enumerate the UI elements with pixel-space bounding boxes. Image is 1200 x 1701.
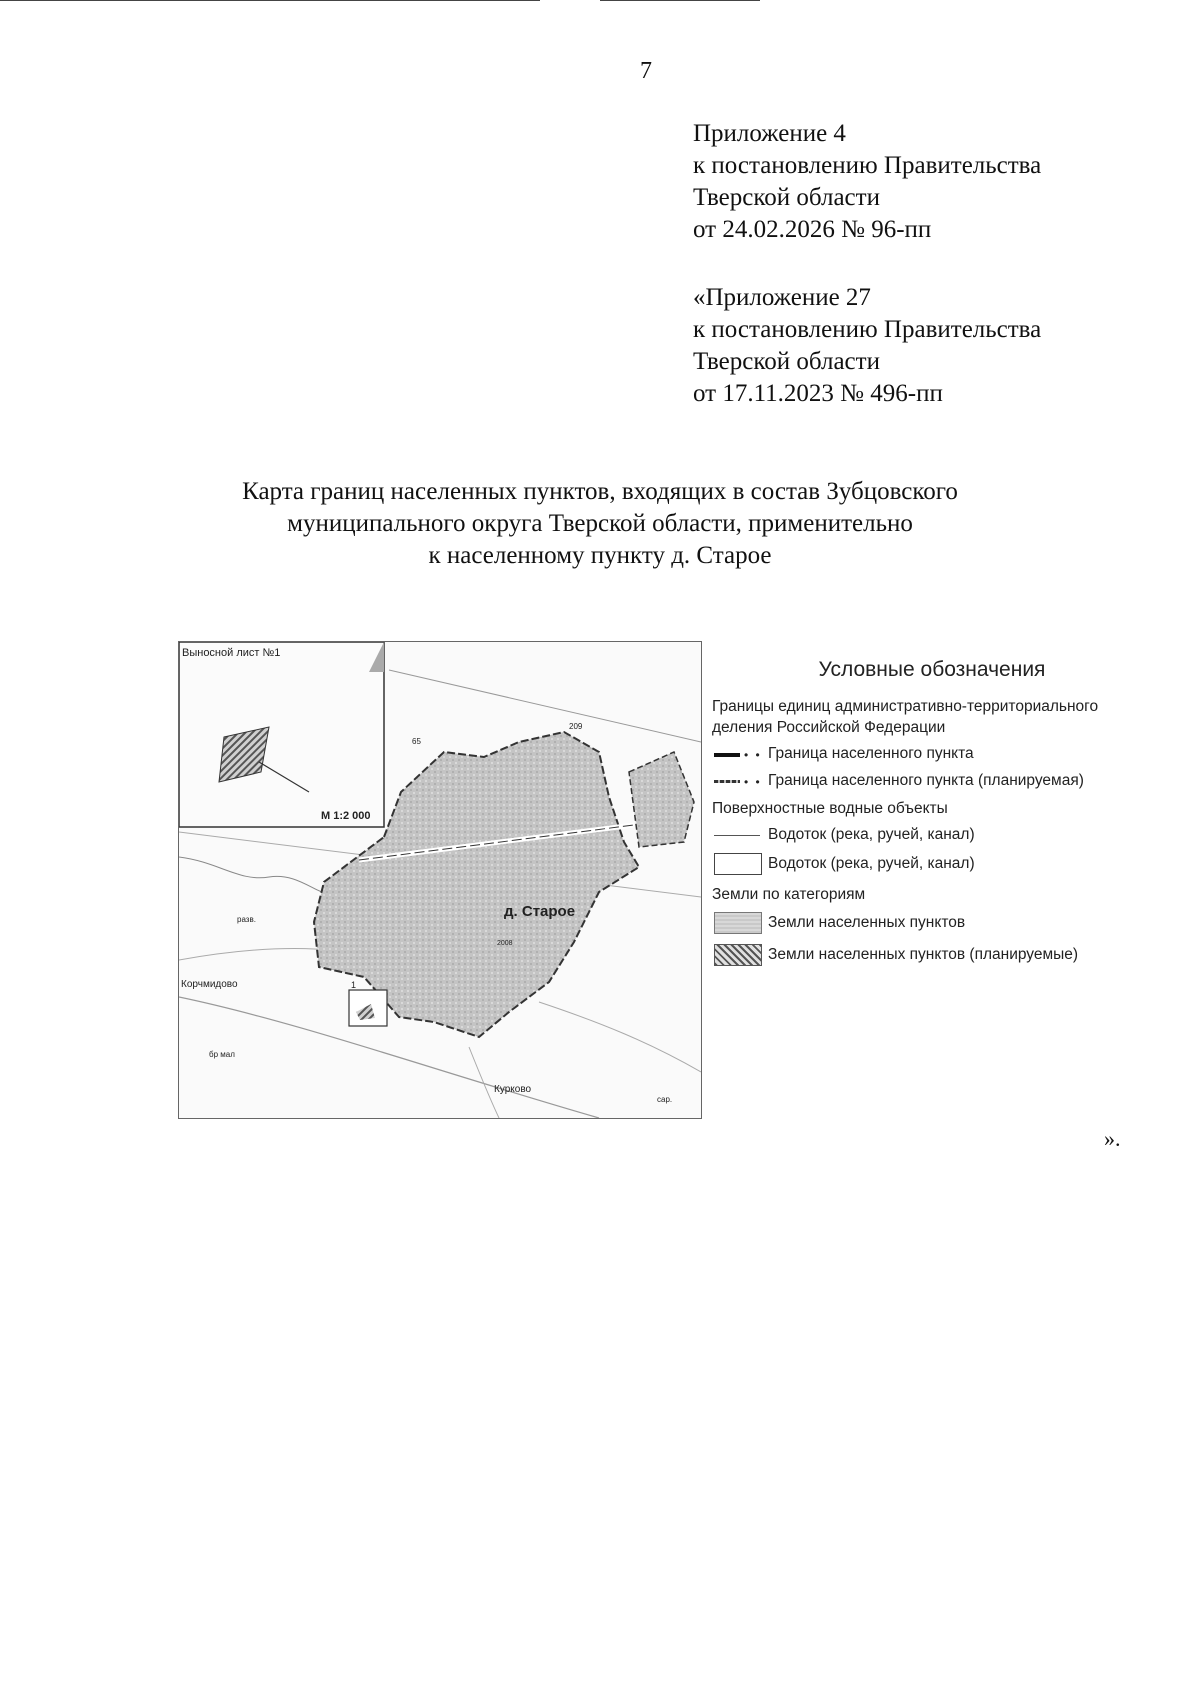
appendix-line: Приложение 4 bbox=[693, 120, 846, 147]
place-label: Корчмидово bbox=[181, 979, 238, 990]
settlement-map bbox=[178, 641, 702, 1119]
title-line: муниципального округа Тверской области, применительно bbox=[287, 510, 913, 537]
legend-label: Водоток (река, ручей, канал) bbox=[768, 855, 975, 872]
legend-title: Условные обозначения bbox=[818, 658, 1046, 681]
inset-sheet bbox=[179, 642, 384, 827]
appendix-line: Тверской области bbox=[693, 184, 880, 211]
legend-item-boundary-planned bbox=[712, 767, 1152, 794]
empty-box-icon bbox=[712, 853, 762, 875]
top-edge-line-right bbox=[600, 0, 760, 1]
legend-label: Земли населенных пунктов (планируемые) bbox=[768, 946, 1079, 963]
place-label: бр мал bbox=[209, 1050, 235, 1059]
closing-quote: ». bbox=[1104, 1126, 1121, 1151]
appendix-original-header bbox=[693, 282, 1041, 410]
grey-fill-icon bbox=[712, 912, 762, 934]
place-label: 65 bbox=[412, 737, 421, 746]
place-label: 2008 bbox=[497, 940, 513, 947]
settlement-label: д. Старое bbox=[504, 903, 576, 920]
page-number: 7 bbox=[640, 58, 652, 84]
inset-scale: М 1:2 000 bbox=[321, 810, 371, 822]
road-line bbox=[469, 1047, 499, 1118]
appendix-line: от 24.02.2026 № 96-пп bbox=[693, 216, 932, 243]
thin-line-icon bbox=[712, 824, 762, 846]
top-edge-line bbox=[0, 0, 540, 1]
legend-group-admin: Границы единиц административно-территориального деления Российской Федерации bbox=[712, 698, 1099, 736]
map-legend bbox=[712, 658, 1152, 971]
settlement-area-east bbox=[629, 752, 694, 847]
legend-item-land-settlements-planned bbox=[712, 939, 1152, 971]
legend-item-stream-area bbox=[712, 848, 1152, 880]
document-title bbox=[150, 476, 1050, 572]
title-line: к населенному пункту д. Старое bbox=[428, 542, 772, 569]
road-line bbox=[179, 997, 599, 1118]
legend-label: Земли населенных пунктов bbox=[768, 914, 966, 931]
legend-item-land-settlements bbox=[712, 907, 1152, 939]
solid-line-icon: • • bbox=[712, 743, 762, 765]
title-line: Карта границ населенных пунктов, входящих в состав Зубцовского bbox=[242, 478, 958, 505]
stream-line bbox=[179, 857, 329, 893]
map-drawing bbox=[179, 642, 701, 1118]
appendix-line: от 17.11.2023 № 496-пп bbox=[693, 380, 943, 407]
dashed-line-icon: • • bbox=[712, 770, 762, 792]
appendix-line: к постановлению Правительства bbox=[693, 316, 1042, 343]
road-line bbox=[389, 670, 701, 742]
legend-label: Граница населенного пункта bbox=[768, 744, 974, 762]
place-label: 209 bbox=[569, 722, 583, 731]
inset-title: Выносной лист №1 bbox=[182, 647, 281, 659]
place-label: сар. bbox=[657, 1095, 673, 1104]
road-line bbox=[539, 1002, 701, 1072]
legend-item-boundary bbox=[712, 740, 1152, 767]
appendix-line: к постановлению Правительства bbox=[693, 152, 1042, 179]
legend-item-stream-line bbox=[712, 821, 1152, 848]
hatch-fill-icon bbox=[712, 944, 762, 966]
appendix-line: «Приложение 27 bbox=[693, 284, 871, 311]
appendix-current-header bbox=[693, 118, 1041, 246]
legend-label: Водоток (река, ручей, канал) bbox=[768, 825, 975, 843]
inset-marker-label: 1 bbox=[351, 980, 357, 990]
place-label: Курково bbox=[494, 1084, 532, 1095]
appendix-line: Тверской области bbox=[693, 348, 880, 375]
place-label: разв. bbox=[237, 915, 256, 924]
legend-group-land: Земли по категориям bbox=[712, 886, 866, 903]
legend-label: Граница населенного пункта (планируемая) bbox=[768, 771, 1084, 789]
legend-group-water: Поверхностные водные объекты bbox=[712, 800, 948, 817]
